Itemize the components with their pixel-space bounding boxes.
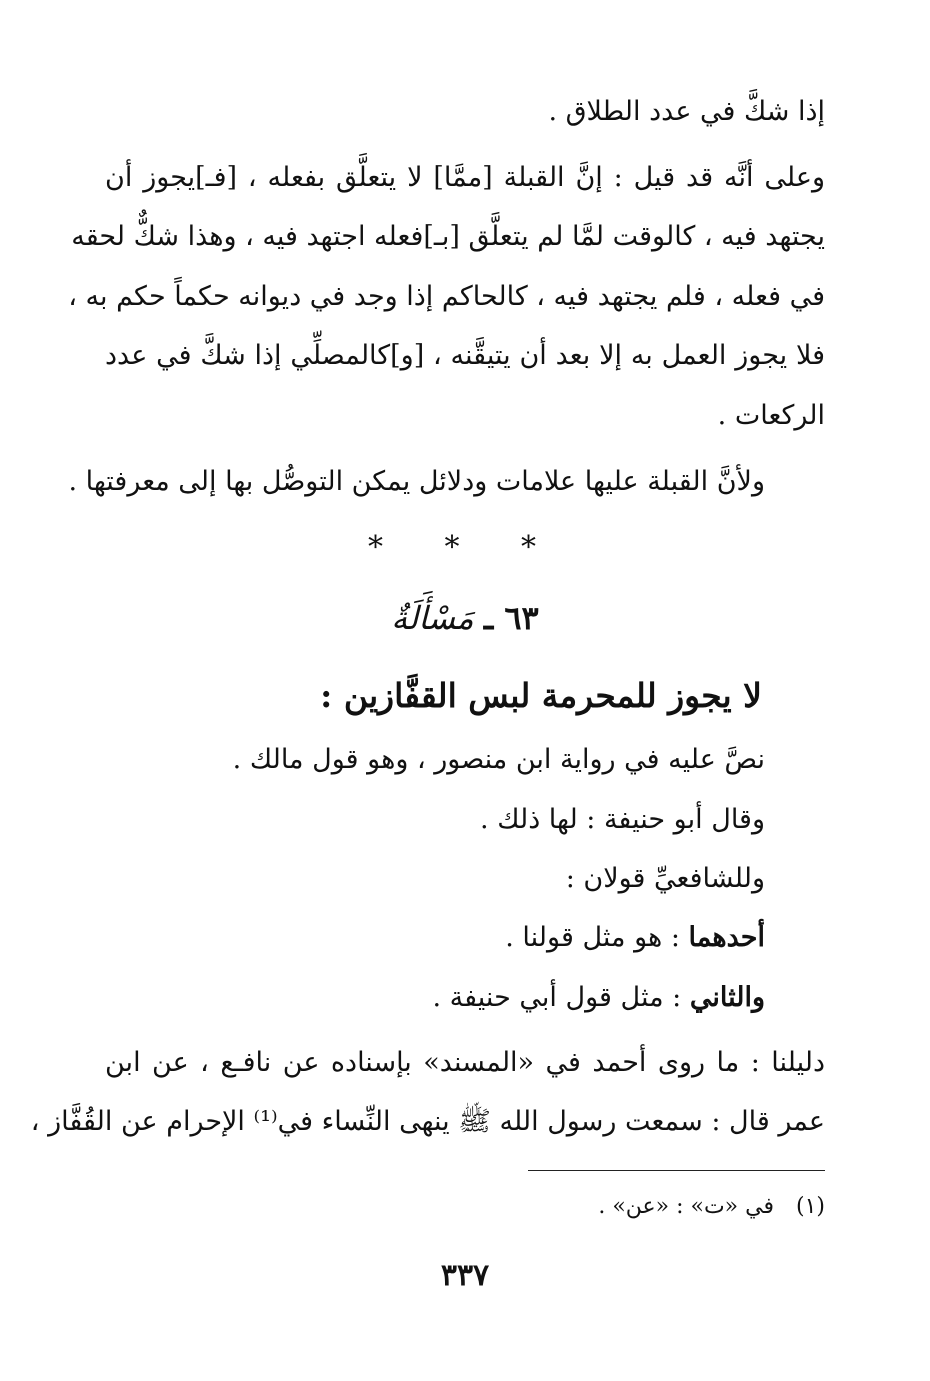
paragraph-line: إذا شكَّ في عدد الطلاق . bbox=[548, 96, 825, 127]
opinion-text: : هو مثل قولنا . bbox=[505, 922, 689, 953]
paragraph-line: وعلى أنَّه قد قيل : إنَّ القبلة [ممَّا] لا يتعلَّق بفعله ، [فـ]يجوز أن bbox=[105, 162, 825, 193]
paragraph-line: ولأنَّ القبلة عليها علامات ودلائل يمكن التوصُّل بها إلى معرفتها . bbox=[68, 466, 765, 497]
paragraph-line: عمر قال : سمعت رسول الله ﷺ ينهى النِّساء في⁽¹⁾ الإحرام عن القُفَّاز ، bbox=[30, 1106, 825, 1137]
paragraph-line: في فعله ، فلم يجتهد فيه ، كالحاكم إذا وجد في ديوانه حكماً حكم به ، bbox=[68, 281, 825, 312]
footnote-text: في «ت» : «عن» . bbox=[598, 1194, 774, 1219]
footnote-divider bbox=[528, 1170, 825, 1171]
text-line: وقال أبو حنيفة : لها ذلك . bbox=[480, 804, 765, 835]
opinion-label: والثاني bbox=[689, 982, 765, 1013]
paragraph-line: يجتهد فيه ، كالوقت لمَّا لم يتعلَّق [بـ]فعله اجتهد فيه ، وهذا شكٌّ لحقه bbox=[71, 221, 825, 252]
text-line: وللشافعيِّ قولان : bbox=[565, 863, 765, 894]
masala-word: مَسْأَلَةٌ bbox=[391, 599, 474, 637]
opinion-label: أحدهما bbox=[688, 922, 765, 953]
issue-title: لا يجوز للمحرمة لبس القفَّازين : bbox=[320, 676, 762, 715]
footnote-number: (١) bbox=[795, 1194, 825, 1219]
footnote bbox=[598, 1190, 825, 1224]
paragraph-line: فلا يجوز العمل به إلا بعد أن يتيقَّنه ، [و]كالمصلِّي إذا شكَّ في عدد bbox=[105, 340, 825, 371]
paragraph-line: دليلنا : ما روى أحمد في «المسند» بإسناده عن نافـع ، عن ابن bbox=[105, 1047, 825, 1078]
text-line: نصَّ عليه في رواية ابن منصور ، وهو قول مالك . bbox=[232, 744, 765, 775]
page-number: ٣٣٧ bbox=[440, 1258, 490, 1293]
masala-number: ٦٣ ـ bbox=[483, 599, 539, 637]
section-separator: * * * bbox=[367, 530, 563, 565]
paragraph-line: الركعات . bbox=[717, 400, 825, 431]
masala-heading bbox=[0, 596, 930, 640]
first-opinion bbox=[105, 918, 765, 958]
opinion-text: : مثل قول أبي حنيفة . bbox=[432, 982, 690, 1013]
second-opinion bbox=[105, 978, 765, 1018]
